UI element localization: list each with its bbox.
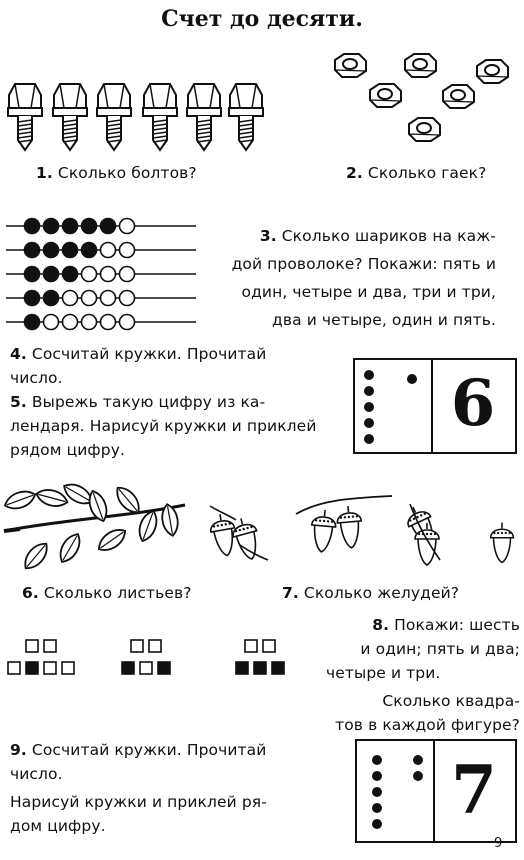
task-line: и один; пять и два; — [360, 640, 520, 658]
task-number: 9. — [10, 741, 27, 759]
task-number: 4. — [10, 345, 27, 363]
task-line: число. — [10, 369, 63, 387]
dot — [372, 803, 382, 813]
task-number: 2. — [346, 164, 363, 182]
square-empty — [245, 640, 257, 652]
task-text: Сколько желудей? — [303, 584, 460, 602]
task-number: 1. — [36, 164, 53, 182]
task-text: Сколько гаек? — [367, 164, 487, 182]
square-figure — [122, 640, 170, 674]
card-digit: 6 — [450, 366, 496, 441]
task-line: рядом цифру. — [10, 441, 125, 459]
task-line: число. — [10, 765, 63, 783]
task-text: Сосчитай кружки. Прочитай — [31, 741, 267, 759]
dot — [413, 755, 423, 765]
square-filled — [158, 662, 170, 674]
task-line: тов в каждой фигуре? — [335, 716, 520, 734]
task-line: четыре и три. — [326, 664, 441, 682]
page-number: 9 — [494, 836, 503, 851]
square-filled — [254, 662, 266, 674]
task-line: один, четыре и два, три и три, — [241, 283, 496, 301]
dot — [372, 771, 382, 781]
task-line: лендаря. Нарисуй кружки и приклей — [10, 417, 317, 435]
task-text: Сколько болтов? — [57, 164, 197, 182]
task-text: Сколько листьев? — [43, 584, 192, 602]
task-number: 3. — [259, 227, 277, 245]
square-empty — [44, 640, 56, 652]
square-figure — [8, 640, 74, 674]
square-figure — [236, 640, 284, 674]
number-card-seven — [355, 739, 517, 843]
task-line: два и четыре, один и пять. — [272, 311, 496, 329]
dot — [372, 819, 382, 829]
square-empty — [62, 662, 74, 674]
square-empty — [140, 662, 152, 674]
task-line — [326, 613, 520, 637]
square-empty — [26, 640, 38, 652]
square-empty — [149, 640, 161, 652]
task-number: 7. — [282, 584, 299, 602]
square-filled — [236, 662, 248, 674]
task-number: 6. — [22, 584, 39, 602]
square-empty — [263, 640, 275, 652]
square-filled — [26, 662, 38, 674]
task-text: Вырежь такую цифру из ка- — [31, 393, 266, 411]
task-8 — [326, 613, 520, 737]
square-empty — [8, 662, 20, 674]
page-title: Счет до десяти. — [161, 6, 363, 32]
task-number: 8. — [372, 616, 390, 634]
task-text: Сосчитай кружки. Прочитай — [31, 345, 267, 363]
task-line: Сколько квадра- — [382, 692, 520, 710]
task-line — [10, 738, 322, 762]
task-text: Покажи: шесть — [394, 616, 520, 634]
dot — [413, 771, 423, 781]
card-digit: 7 — [451, 751, 497, 829]
square-empty — [44, 662, 56, 674]
square-filled — [122, 662, 134, 674]
task-line: дом цифру. — [10, 817, 106, 835]
task-line: дой проволоке? Покажи: пять и — [231, 255, 496, 273]
square-empty — [131, 640, 143, 652]
dot — [372, 787, 382, 797]
task-line: Нарисуй кружки и приклей ря- — [10, 793, 267, 811]
square-filled — [272, 662, 284, 674]
task-9 — [10, 738, 322, 838]
task-number: 5. — [10, 393, 27, 411]
dot — [372, 755, 382, 765]
task-text: Сколько шариков на каж- — [281, 227, 496, 245]
